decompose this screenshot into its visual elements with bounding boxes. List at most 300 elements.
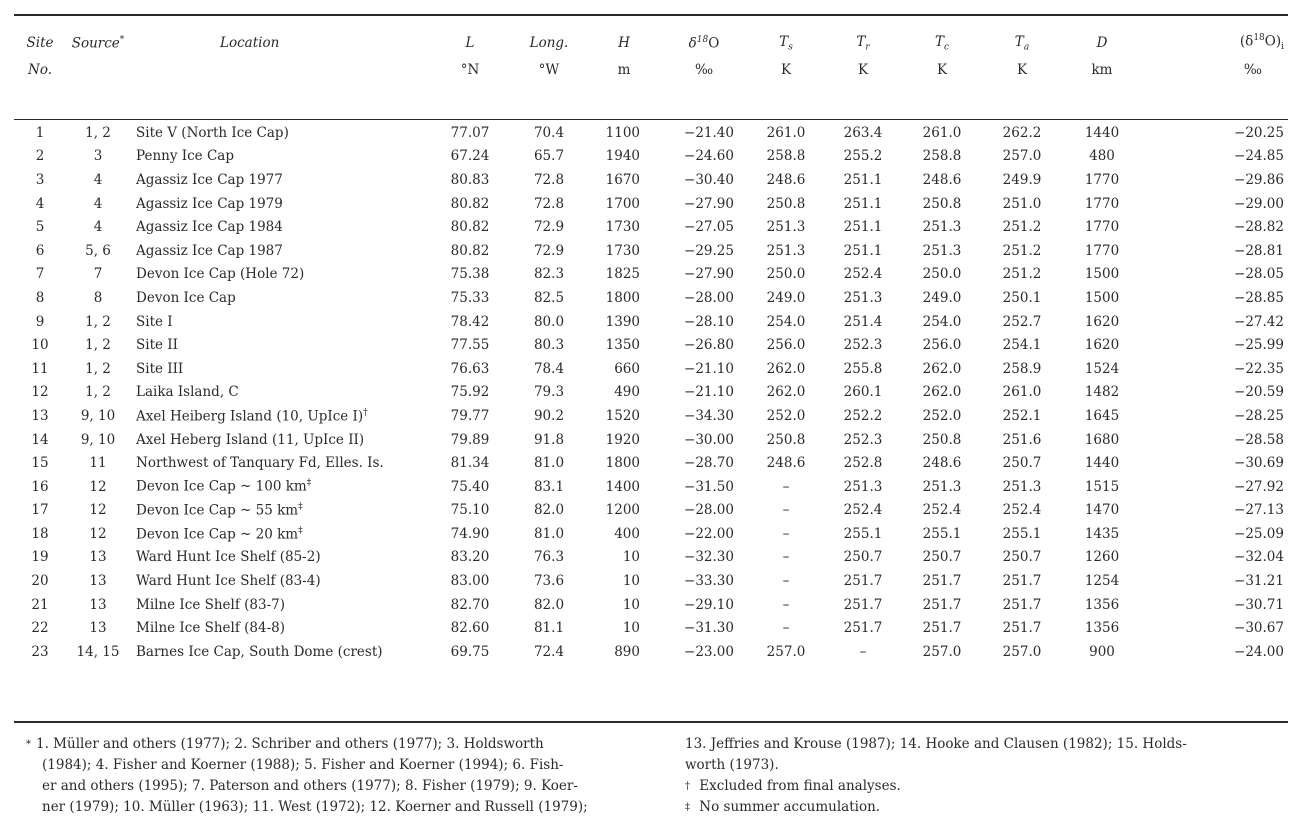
bottom-rule — [14, 721, 1288, 723]
cell-tc: 250.0 — [922, 266, 962, 283]
table-row — [14, 404, 1288, 428]
cell-source: 12 — [89, 502, 107, 519]
cell-site: 15 — [31, 455, 49, 472]
cell-location: Agassiz Ice Cap 1977 — [136, 171, 283, 188]
table-row — [14, 640, 1288, 664]
table-body — [14, 101, 1288, 664]
footnote-sources-cont: 13. Jeffries and Krouse (1987); 14. Hooke and Clausen (1982); 15. Holds- — [685, 736, 1187, 752]
cell-lat: 75.40 — [450, 478, 490, 495]
cell-h: 490 — [614, 384, 640, 401]
cell-ts: 257.0 — [766, 643, 806, 660]
cell-source: 1, 2 — [85, 124, 111, 141]
cell-location: Agassiz Ice Cap 1984 — [136, 219, 283, 236]
cell-ta: 251.7 — [1002, 573, 1042, 590]
cell-tc: 257.0 — [922, 643, 962, 660]
cell-lat: 82.70 — [450, 596, 490, 613]
cell-h: 400 — [614, 525, 640, 542]
cell-tc: 249.0 — [922, 289, 962, 306]
cell-location: Agassiz Ice Cap 1987 — [136, 242, 283, 259]
table-row — [14, 569, 1288, 593]
cell-d18o-i: −32.04 — [1234, 549, 1284, 566]
col-d18o: $\delta^{18}O$ — [688, 34, 720, 52]
cell-d18o-i: −28.82 — [1234, 219, 1284, 236]
footnote-sources-cont: worth (1973). — [685, 757, 779, 773]
cell-d: 1435 — [1084, 525, 1120, 542]
cell-d18o-i: −28.58 — [1234, 431, 1284, 448]
cell-ts: 261.0 — [766, 124, 806, 141]
cell-ta: 251.6 — [1002, 431, 1042, 448]
cell-ta: 251.7 — [1002, 620, 1042, 637]
cell-lat: 79.89 — [450, 431, 490, 448]
cell-d18o: −30.40 — [684, 171, 734, 188]
cell-long: 72.8 — [533, 171, 565, 188]
cell-location: Axel Heiberg Island (10, UpIce I)† — [136, 407, 368, 425]
cell-h: 890 — [614, 643, 640, 660]
cell-site: 10 — [31, 337, 49, 354]
cell-h: 10 — [622, 596, 640, 613]
cell-tc: 252.0 — [922, 407, 962, 424]
cell-d18o-i: −29.00 — [1234, 195, 1284, 212]
cell-tc: 251.7 — [922, 620, 962, 637]
cell-tr: 252.2 — [843, 407, 883, 424]
header-row — [14, 26, 1288, 60]
cell-long: 82.0 — [533, 502, 565, 519]
cell-tc: 261.0 — [922, 124, 962, 141]
cell-ts: 258.8 — [766, 148, 806, 165]
cell-lat: 80.82 — [450, 242, 490, 259]
cell-ts: – — [782, 549, 790, 566]
cell-site: 6 — [35, 242, 45, 259]
cell-ta: 250.1 — [1002, 289, 1042, 306]
cell-location: Barnes Ice Cap, South Dome (crest) — [136, 643, 383, 660]
cell-site: 8 — [35, 289, 45, 306]
cell-d: 1356 — [1084, 620, 1120, 637]
footnote-sources-line: er and others (1995); 7. Paterson and others (1977); 8. Fisher (1979); 9. Koer- — [42, 778, 578, 794]
cell-d18o: −28.00 — [684, 502, 734, 519]
cell-location: Agassiz Ice Cap 1979 — [136, 195, 283, 212]
cell-long: 81.0 — [533, 525, 565, 542]
cell-lat: 79.77 — [450, 407, 490, 424]
cell-d18o-i: −28.05 — [1234, 266, 1284, 283]
cell-d18o-i: −29.86 — [1234, 171, 1284, 188]
cell-h: 1700 — [605, 195, 640, 212]
cell-ts: – — [782, 478, 790, 495]
cell-lat: 83.00 — [450, 573, 490, 590]
cell-ta: 255.1 — [1002, 525, 1042, 542]
cell-site: 18 — [31, 525, 49, 542]
cell-site: 22 — [31, 620, 49, 637]
cell-h: 10 — [622, 573, 640, 590]
cell-location: Milne Ice Shelf (83-7) — [136, 596, 286, 613]
cell-tc: 248.6 — [922, 455, 962, 472]
cell-source: 3 — [93, 148, 103, 165]
cell-long: 72.9 — [533, 242, 565, 259]
cell-source: 1, 2 — [85, 360, 111, 377]
col-ta: $T_a$ — [1014, 33, 1030, 53]
cell-tc: 251.3 — [922, 242, 962, 259]
cell-location: Site III — [136, 360, 184, 377]
cell-d: 1500 — [1084, 289, 1120, 306]
table-row — [14, 215, 1288, 239]
cell-d: 1620 — [1084, 337, 1120, 354]
cell-site: 17 — [31, 502, 49, 519]
cell-ta: 261.0 — [1002, 384, 1042, 401]
cell-tr: 251.1 — [843, 242, 883, 259]
cell-ts: 251.3 — [766, 219, 806, 236]
cell-d18o: −28.70 — [684, 455, 734, 472]
cell-d: 1770 — [1084, 219, 1120, 236]
cell-ta: 251.3 — [1002, 478, 1042, 495]
cell-location: Devon Ice Cap ~ 55 km‡ — [136, 502, 303, 519]
cell-d18o-i: −27.42 — [1234, 313, 1284, 330]
cell-lat: 74.90 — [450, 525, 490, 542]
cell-tr: 251.1 — [843, 171, 883, 188]
table-row — [14, 616, 1288, 640]
cell-d18o: −22.00 — [684, 525, 734, 542]
cell-ts: – — [782, 620, 790, 637]
cell-d18o: −24.60 — [684, 148, 734, 165]
col-location: Location — [220, 35, 280, 51]
cell-source: 9, 10 — [80, 431, 116, 448]
cell-long: 72.8 — [533, 195, 565, 212]
cell-ts: 250.8 — [766, 195, 806, 212]
unit-lat: °N — [460, 62, 480, 78]
cell-tr: 252.4 — [843, 266, 883, 283]
cell-long: 73.6 — [533, 573, 565, 590]
cell-ta: 251.2 — [1002, 219, 1042, 236]
cell-d18o-i: −25.99 — [1234, 337, 1284, 354]
cell-site: 12 — [31, 384, 49, 401]
footnote-mark: ‡ — [298, 525, 303, 536]
unit-d: km — [1091, 62, 1113, 78]
cell-long: 78.4 — [533, 360, 565, 377]
cell-source: 7 — [93, 266, 103, 283]
cell-ta: 252.4 — [1002, 502, 1042, 519]
cell-d18o: −28.00 — [684, 289, 734, 306]
cell-d18o: −31.50 — [684, 478, 734, 495]
cell-site: 4 — [35, 195, 45, 212]
cell-ts: 254.0 — [766, 313, 806, 330]
cell-long: 80.3 — [533, 337, 565, 354]
cell-lat: 75.33 — [450, 289, 490, 306]
cell-tc: 256.0 — [922, 337, 962, 354]
col-source: Source* — [71, 34, 125, 52]
table-row — [14, 239, 1288, 263]
cell-d18o-i: −27.13 — [1234, 502, 1284, 519]
cell-tc: 251.3 — [922, 478, 962, 495]
unit-ts: K — [780, 62, 792, 78]
unit-tc: K — [936, 62, 948, 78]
cell-long: 80.0 — [533, 313, 565, 330]
cell-tc: 248.6 — [922, 171, 962, 188]
cell-d: 1620 — [1084, 313, 1120, 330]
cell-source: 13 — [89, 620, 107, 637]
cell-lat: 75.10 — [450, 502, 490, 519]
cell-site: 14 — [31, 431, 49, 448]
cell-ts: 250.0 — [766, 266, 806, 283]
col-d: D — [1096, 35, 1108, 51]
cell-tc: 254.0 — [922, 313, 962, 330]
cell-d: 1470 — [1084, 502, 1120, 519]
cell-d: 1524 — [1084, 360, 1120, 377]
cell-ts: 248.6 — [766, 171, 806, 188]
cell-lat: 78.42 — [450, 313, 490, 330]
cell-tr: 255.8 — [843, 360, 883, 377]
cell-tr: 251.3 — [843, 478, 883, 495]
cell-location: Devon Ice Cap (Hole 72) — [136, 266, 305, 283]
table-row — [14, 428, 1288, 452]
cell-d18o: −29.25 — [684, 242, 734, 259]
cell-ta: 250.7 — [1002, 455, 1042, 472]
cell-d: 1770 — [1084, 195, 1120, 212]
cell-location: Devon Ice Cap ~ 100 km‡ — [136, 478, 312, 495]
table-row — [14, 168, 1288, 192]
cell-site: 11 — [31, 360, 49, 377]
cell-h: 1100 — [605, 124, 640, 141]
cell-h: 1350 — [605, 337, 640, 354]
cell-source: 8 — [93, 289, 103, 306]
cell-d18o: −34.30 — [684, 407, 734, 424]
footnote-sources-line: (1984); 4. Fisher and Koerner (1988); 5. Fisher and Koerner (1994); 6. Fish- — [42, 757, 564, 773]
cell-site: 2 — [35, 148, 45, 165]
cell-d18o: −30.00 — [684, 431, 734, 448]
cell-long: 82.5 — [533, 289, 565, 306]
cell-ta: 251.2 — [1002, 266, 1042, 283]
table-row — [14, 286, 1288, 310]
cell-d18o: −29.10 — [684, 596, 734, 613]
col-tc: $T_c$ — [934, 33, 950, 53]
cell-location: Site I — [136, 313, 173, 330]
cell-site: 21 — [31, 596, 49, 613]
unit-h: m — [617, 62, 631, 78]
cell-d18o: −27.90 — [684, 266, 734, 283]
footnote-mark: † — [363, 407, 368, 418]
footnote-asterisk: * — [26, 739, 31, 750]
cell-source: 1, 2 — [85, 313, 111, 330]
cell-ta: 251.7 — [1002, 596, 1042, 613]
cell-ta: 251.2 — [1002, 242, 1042, 259]
cell-lat: 76.63 — [450, 360, 490, 377]
cell-location: Ward Hunt Ice Shelf (85-2) — [136, 549, 321, 566]
cell-long: 83.1 — [533, 478, 565, 495]
cell-h: 1800 — [605, 455, 640, 472]
cell-tr: – — [859, 643, 867, 660]
footnote-sources — [26, 734, 626, 818]
cell-d18o-i: −20.25 — [1234, 124, 1284, 141]
cell-lat: 80.82 — [450, 219, 490, 236]
cell-ta: 254.1 — [1002, 337, 1042, 354]
cell-site: 9 — [35, 313, 45, 330]
cell-d: 1440 — [1084, 124, 1120, 141]
table-row — [14, 263, 1288, 287]
cell-d18o-i: −22.35 — [1234, 360, 1284, 377]
table-row — [14, 333, 1288, 357]
cell-tr: 255.2 — [843, 148, 883, 165]
cell-long: 82.0 — [533, 596, 565, 613]
cell-location: Devon Ice Cap ~ 20 km‡ — [136, 525, 303, 543]
cell-site: 23 — [31, 643, 49, 660]
cell-long: 81.0 — [533, 455, 565, 472]
cell-d18o-i: −30.67 — [1234, 620, 1284, 637]
cell-lat: 83.20 — [450, 549, 490, 566]
cell-d18o-i: −27.92 — [1234, 478, 1284, 495]
cell-source: 13 — [89, 596, 107, 613]
cell-lat: 81.34 — [450, 455, 490, 472]
cell-site: 3 — [35, 171, 45, 188]
cell-location: Laika Island, C — [136, 384, 239, 401]
cell-site: 16 — [31, 478, 49, 495]
cell-d18o: −21.40 — [684, 124, 734, 141]
cell-source: 12 — [89, 525, 107, 542]
cell-d18o: −26.80 — [684, 337, 734, 354]
data-table — [14, 26, 1288, 664]
table-row — [14, 381, 1288, 405]
cell-d: 1770 — [1084, 171, 1120, 188]
cell-location: Site V (North Ice Cap) — [136, 124, 289, 141]
cell-h: 1520 — [605, 407, 640, 424]
cell-ta: 250.7 — [1002, 549, 1042, 566]
cell-long: 72.9 — [533, 219, 565, 236]
cell-tc: 262.0 — [922, 384, 962, 401]
cell-h: 1825 — [605, 266, 640, 283]
cell-source: 9, 10 — [80, 407, 116, 424]
double-dagger-mark: ‡ — [685, 802, 690, 813]
cell-d: 1515 — [1084, 478, 1120, 495]
cell-source: 4 — [93, 195, 103, 212]
cell-location: Site II — [136, 337, 178, 354]
cell-d: 1440 — [1084, 455, 1120, 472]
table-row — [14, 451, 1288, 475]
cell-source: 5, 6 — [85, 242, 111, 259]
cell-d18o: −33.30 — [684, 573, 734, 590]
cell-h: 660 — [614, 360, 640, 377]
cell-site: 7 — [35, 266, 45, 283]
table-row — [14, 593, 1288, 617]
cell-d: 1356 — [1084, 596, 1120, 613]
col-lat: L — [465, 35, 475, 51]
cell-ts: – — [782, 573, 790, 590]
cell-d18o-i: −30.69 — [1234, 455, 1284, 472]
cell-ts: 248.6 — [766, 455, 806, 472]
table-row — [14, 121, 1288, 145]
cell-tr: 252.3 — [843, 431, 883, 448]
cell-d18o-i: −28.25 — [1234, 407, 1284, 424]
cell-ts: – — [782, 525, 790, 542]
table-row — [14, 145, 1288, 169]
cell-h: 1730 — [605, 242, 640, 259]
cell-long: 79.3 — [533, 384, 565, 401]
cell-location: Northwest of Tanquary Fd, Elles. Is. — [136, 455, 384, 472]
cell-tc: 250.7 — [922, 549, 962, 566]
unit-ta: K — [1016, 62, 1028, 78]
cell-h: 10 — [622, 549, 640, 566]
cell-d: 1645 — [1084, 407, 1120, 424]
cell-long: 90.2 — [533, 407, 565, 424]
cell-tr: 251.3 — [843, 289, 883, 306]
footnote-right-column — [685, 734, 1290, 818]
cell-d18o-i: −25.09 — [1234, 525, 1284, 542]
cell-source: 12 — [89, 478, 107, 495]
col-d18o-i: $(\delta^{18}O)_i$ — [1239, 33, 1284, 53]
cell-site: 1 — [35, 124, 45, 141]
cell-tr: 251.7 — [843, 620, 883, 637]
cell-tc: 258.8 — [922, 148, 962, 165]
cell-h: 1800 — [605, 289, 640, 306]
cell-tc: 250.8 — [922, 195, 962, 212]
cell-h: 1200 — [605, 502, 640, 519]
table-row — [14, 357, 1288, 381]
cell-h: 1920 — [605, 431, 640, 448]
cell-source: 1, 2 — [85, 384, 111, 401]
cell-tc: 262.0 — [922, 360, 962, 377]
cell-source: 4 — [93, 219, 103, 236]
unit-long: °W — [538, 62, 560, 78]
cell-source: 4 — [93, 171, 103, 188]
cell-ta: 262.2 — [1002, 124, 1042, 141]
cell-ts: 262.0 — [766, 360, 806, 377]
cell-ts: 250.8 — [766, 431, 806, 448]
cell-tr: 255.1 — [843, 525, 883, 542]
cell-ta: 252.1 — [1002, 407, 1042, 424]
cell-location: Devon Ice Cap — [136, 289, 236, 306]
unit-site: No. — [28, 62, 52, 78]
footnote-mark: ‡ — [298, 502, 303, 513]
cell-long: 82.3 — [533, 266, 565, 283]
unit-tr: K — [857, 62, 869, 78]
cell-lat: 80.83 — [450, 171, 490, 188]
cell-long: 91.8 — [533, 431, 565, 448]
cell-tr: 251.1 — [843, 219, 883, 236]
cell-d18o-i: −31.21 — [1234, 573, 1284, 590]
footnote-mark: ‡ — [306, 478, 312, 489]
cell-ts: – — [782, 502, 790, 519]
cell-tc: 251.7 — [922, 573, 962, 590]
cell-long: 65.7 — [533, 148, 565, 165]
cell-long: 76.3 — [533, 549, 565, 566]
cell-ts: 249.0 — [766, 289, 806, 306]
cell-lat: 75.92 — [450, 384, 490, 401]
cell-site: 20 — [31, 573, 49, 590]
cell-ts: 256.0 — [766, 337, 806, 354]
cell-d18o-i: −30.71 — [1234, 596, 1284, 613]
table-row — [14, 310, 1288, 334]
cell-tc: 251.3 — [922, 219, 962, 236]
cell-ts: 251.3 — [766, 242, 806, 259]
cell-tr: 260.1 — [843, 384, 883, 401]
cell-tr: 252.8 — [843, 455, 883, 472]
cell-source: 14, 15 — [76, 643, 120, 660]
cell-location: Ward Hunt Ice Shelf (83-4) — [136, 573, 321, 590]
col-h: H — [618, 35, 630, 51]
table-row — [14, 499, 1288, 523]
cell-lat: 69.75 — [450, 643, 490, 660]
cell-lat: 75.38 — [450, 266, 490, 283]
cell-tr: 251.7 — [843, 596, 883, 613]
cell-location: Penny Ice Cap — [136, 148, 234, 165]
cell-lat: 67.24 — [450, 148, 490, 165]
cell-ta: 257.0 — [1002, 643, 1042, 660]
cell-tr: 263.4 — [843, 124, 883, 141]
table-row — [14, 546, 1288, 570]
cell-tr: 251.1 — [843, 195, 883, 212]
cell-ta: 252.7 — [1002, 313, 1042, 330]
cell-ta: 257.0 — [1002, 148, 1042, 165]
cell-d: 1482 — [1084, 384, 1120, 401]
cell-d18o-i: −20.59 — [1234, 384, 1284, 401]
cell-h: 1670 — [605, 171, 640, 188]
cell-lat: 77.55 — [450, 337, 490, 354]
cell-h: 1390 — [605, 313, 640, 330]
